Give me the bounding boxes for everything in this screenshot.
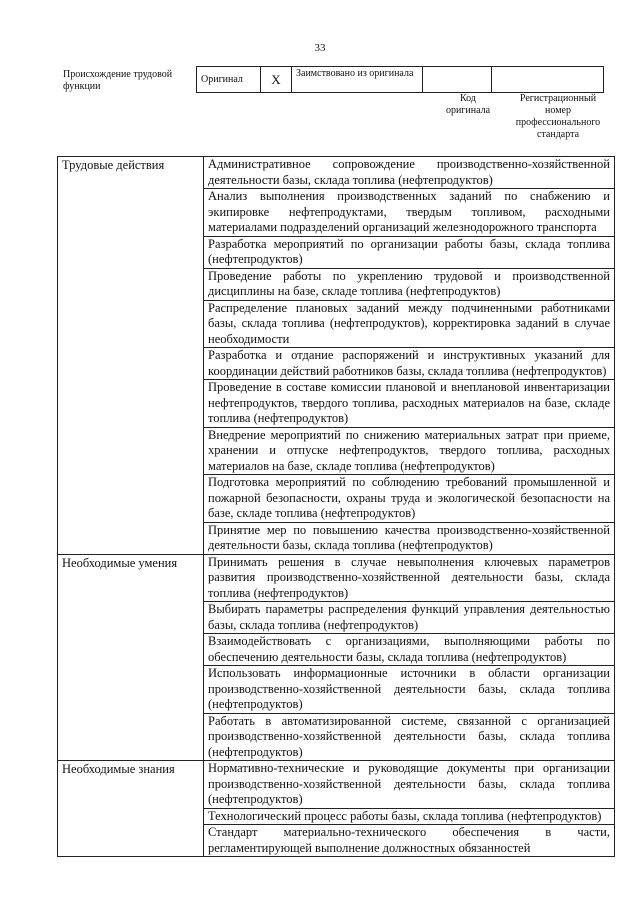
labor-function-body [58,157,615,857]
table-cell-item: Проведение работы по укреплению трудовой и производственной дисциплины на базе, складе топлива (нефтепродуктов) [204,268,615,300]
origin-label: Происхождение трудовой функции [63,69,173,92]
table-cell-item: Распределение плановых заданий между подчиненными работниками базы, склада топлива (нефтепродуктов), корректировка заданий в случае необходимости [204,300,615,348]
original-mark: X [261,67,292,93]
table-cell-item: Стандарт материально-технического обеспечения в части, регламентирующей выполнение должностных обязанностей [204,825,615,857]
table-cell-item: Работать в автоматизированной системе, связанной с организацией производственно-хозяйственной деятельности базы, склада топлива (нефтепродуктов) [204,713,615,761]
table-cell-item: Принимать решения в случае невыполнения ключевых параметров развития производственно-хозяйственной деятельности базы, склада топлива (нефтепродуктов) [204,554,615,602]
table-cell-item: Нормативно-технические и руководящие документы при организации производственно-хозяйственной деятельности базы, склада топлива (нефтепродуктов) [204,761,615,809]
reg-caption: Регистрационный номер профессионального стандарта [515,93,601,140]
table-cell-item: Проведение в составе комиссии плановой и внеплановой инвентаризации нефтепродуктов, твердого топлива, расходных материалов на базе, складе топлива (нефтепродуктов) [204,380,615,428]
section-title-required-knowledge: Необходимые знания [58,761,204,857]
table-cell-item: Взаимодействовать с организациями, выполняющими работы по обеспечению деятельности базы, склада топлива (нефтепродуктов) [204,634,615,666]
reg-number-cell [492,67,604,93]
origin-table [196,66,604,93]
table-row [58,761,615,809]
page-number: 33 [314,42,326,54]
table-cell-item: Подготовка мероприятий по соблюдению требований промышленной и пожарной безопасности, охраны труда и экологической безопасности на базе, складе топлива (нефтепродуктов) [204,475,615,523]
table-cell-item: Технологический процесс работы базы, склада топлива (нефтепродуктов) [204,808,615,825]
table-cell-item: Использовать информационные источники в области организации производственно-хозяйственной деятельности базы, склада топлива (нефтепродуктов) [204,666,615,714]
original-label: Оригинал [197,67,261,93]
labor-function-table [57,156,615,857]
table-cell-item: Разработка мероприятий по организации работы базы, склада топлива (нефтепродуктов) [204,236,615,268]
code-cell [423,67,492,93]
code-caption: Код оригинала [445,93,491,116]
table-cell-item: Выбирать параметры распределения функций управления деятельностью базы, склада топлива (нефтепродуктов) [204,602,615,634]
borrowed-label: Заимствовано из оригинала [292,67,423,93]
table-row [58,554,615,602]
table-cell-item: Принятие мер по повышению качества производственно-хозяйственной деятельности базы, склада топлива (нефтепродуктов) [204,522,615,554]
section-title-required-skills: Необходимые умения [58,554,204,761]
section-title-labor-actions: Трудовые действия [58,157,204,555]
table-row [58,157,615,189]
table-cell-item: Анализ выполнения производственных заданий по снабжению и экипировке нефтепродуктами, твердым топливом, расходными материалами подразделений организаций железнодорожного транспорта [204,189,615,237]
table-cell-item: Административное сопровождение производственно-хозяйственной деятельности базы, склада топлива (нефтепродуктов) [204,157,615,189]
table-cell-item: Внедрение мероприятий по снижению материальных затрат при приеме, хранении и отпуске нефтепродуктов, твердого топлива, расходных материалов на базе, складе топлива (нефтепродуктов) [204,427,615,475]
table-cell-item: Разработка и отдание распоряжений и инструктивных указаний для координации действий работников базы, склада топлива (нефтепродуктов) [204,348,615,380]
